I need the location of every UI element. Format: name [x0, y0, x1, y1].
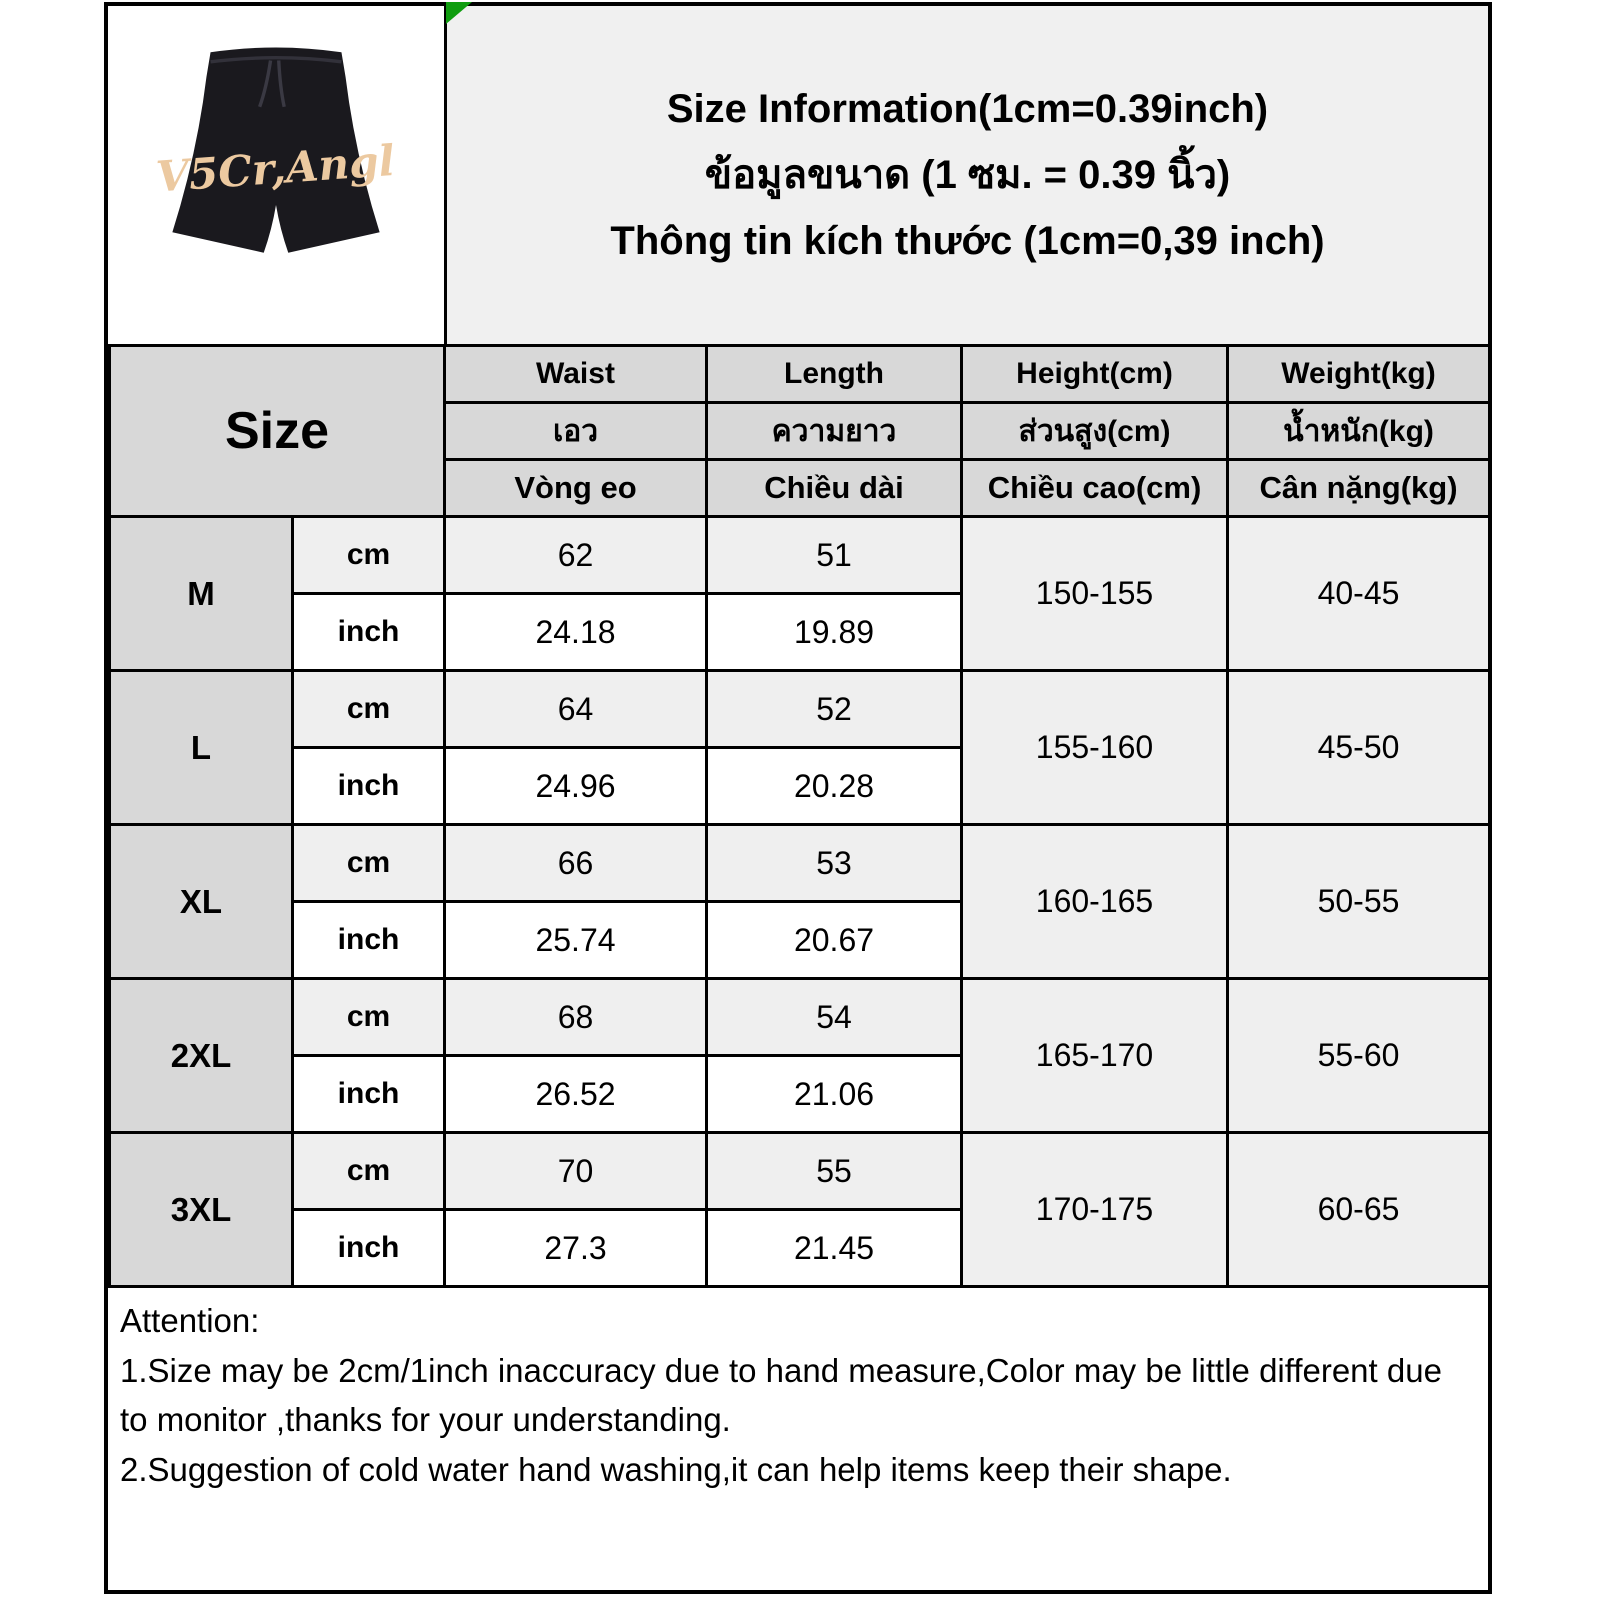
table-row-l-cm — [110, 671, 1490, 748]
weight-l: 45-50 — [1228, 671, 1490, 825]
shorts-print-text: V5Cr,Angl — [154, 134, 397, 202]
length-inch-3xl: 21.45 — [707, 1210, 962, 1287]
length-inch-m: 19.89 — [707, 594, 962, 671]
top-section — [108, 6, 1488, 344]
unit-inch-label: inch — [293, 748, 445, 825]
length-inch-xl: 20.67 — [707, 902, 962, 979]
table-row-2xl-cm — [110, 979, 1490, 1056]
weight-xl: 50-55 — [1228, 825, 1490, 979]
title-cell — [444, 6, 1488, 344]
size-cell-2xl: 2XL — [110, 979, 293, 1133]
length-cm-2xl: 54 — [707, 979, 962, 1056]
height-xl: 160-165 — [962, 825, 1228, 979]
table-row-3xl-cm — [110, 1133, 1490, 1210]
waist-cm-3xl: 70 — [445, 1133, 707, 1210]
waist-cm-m: 62 — [445, 517, 707, 594]
length-cm-l: 52 — [707, 671, 962, 748]
product-image-cell — [108, 6, 444, 344]
unit-inch-label: inch — [293, 902, 445, 979]
waist-cm-xl: 66 — [445, 825, 707, 902]
size-chart-sheet — [104, 2, 1492, 1594]
length-cm-xl: 53 — [707, 825, 962, 902]
weight-3xl: 60-65 — [1228, 1133, 1490, 1287]
size-cell-l: L — [110, 671, 293, 825]
table-row-xl-cm — [110, 825, 1490, 902]
attention-note-1: 1.Size may be 2cm/1inch inaccuracy due to hand measure,Color may be little different due to monitor ,thanks for your understanding. — [120, 1351, 1442, 1438]
col-header-weight-en: Weight(kg) — [1228, 346, 1490, 403]
waist-inch-2xl: 26.52 — [445, 1056, 707, 1133]
attention-note-2: 2.Suggestion of cold water hand washing,it can help items keep their shape. — [120, 1450, 1232, 1488]
size-cell-m: M — [110, 517, 293, 671]
title-english: Size Information(1cm=0.39inch) — [666, 87, 1269, 131]
unit-cm-label: cm — [293, 517, 445, 594]
unit-cm-label: cm — [293, 825, 445, 902]
header-row-en — [110, 346, 1490, 403]
green-corner-flag-icon — [446, 2, 472, 24]
height-2xl: 165-170 — [962, 979, 1228, 1133]
title-thai: ข้อมูลขนาด (1 ซม. = 0.39 นิ้ว) — [704, 153, 1231, 197]
length-inch-l: 20.28 — [707, 748, 962, 825]
size-table — [108, 344, 1491, 1288]
weight-2xl: 55-60 — [1228, 979, 1490, 1133]
weight-m: 40-45 — [1228, 517, 1490, 671]
unit-cm-label: cm — [293, 671, 445, 748]
unit-inch-label: inch — [293, 1056, 445, 1133]
col-header-waist-en: Waist — [445, 346, 707, 403]
waist-inch-l: 24.96 — [445, 748, 707, 825]
title-vietnamese: Thông tin kích thước (1cm=0,39 inch) — [610, 219, 1325, 263]
unit-inch-label: inch — [293, 1210, 445, 1287]
height-3xl: 170-175 — [962, 1133, 1228, 1287]
unit-cm-label: cm — [293, 979, 445, 1056]
unit-inch-label: inch — [293, 594, 445, 671]
col-header-height-th: ส่วนสูง(cm) — [962, 403, 1228, 460]
col-header-height-vi: Chiều cao(cm) — [962, 460, 1228, 517]
col-header-waist-th: เอว — [445, 403, 707, 460]
waist-inch-xl: 25.74 — [445, 902, 707, 979]
unit-cm-label: cm — [293, 1133, 445, 1210]
col-header-length-vi: Chiều dài — [707, 460, 962, 517]
col-header-weight-th: น้ำหนัก(kg) — [1228, 403, 1490, 460]
attention-section — [108, 1288, 1488, 1590]
size-cell-xl: XL — [110, 825, 293, 979]
col-header-length-th: ความยาว — [707, 403, 962, 460]
height-l: 155-160 — [962, 671, 1228, 825]
col-header-waist-vi: Vòng eo — [445, 460, 707, 517]
col-header-height-en: Height(cm) — [962, 346, 1228, 403]
waist-cm-2xl: 68 — [445, 979, 707, 1056]
attention-heading: Attention: — [120, 1302, 260, 1339]
size-header-cell: Size — [110, 346, 445, 517]
col-header-length-en: Length — [707, 346, 962, 403]
size-cell-3xl: 3XL — [110, 1133, 293, 1287]
length-cm-3xl: 55 — [707, 1133, 962, 1210]
length-cm-m: 51 — [707, 517, 962, 594]
col-header-weight-vi: Cân nặng(kg) — [1228, 460, 1490, 517]
height-m: 150-155 — [962, 517, 1228, 671]
table-row-m-cm — [110, 517, 1490, 594]
waist-inch-3xl: 27.3 — [445, 1210, 707, 1287]
waist-inch-m: 24.18 — [445, 594, 707, 671]
length-inch-2xl: 21.06 — [707, 1056, 962, 1133]
shorts-product-image — [126, 25, 426, 325]
waist-cm-l: 64 — [445, 671, 707, 748]
